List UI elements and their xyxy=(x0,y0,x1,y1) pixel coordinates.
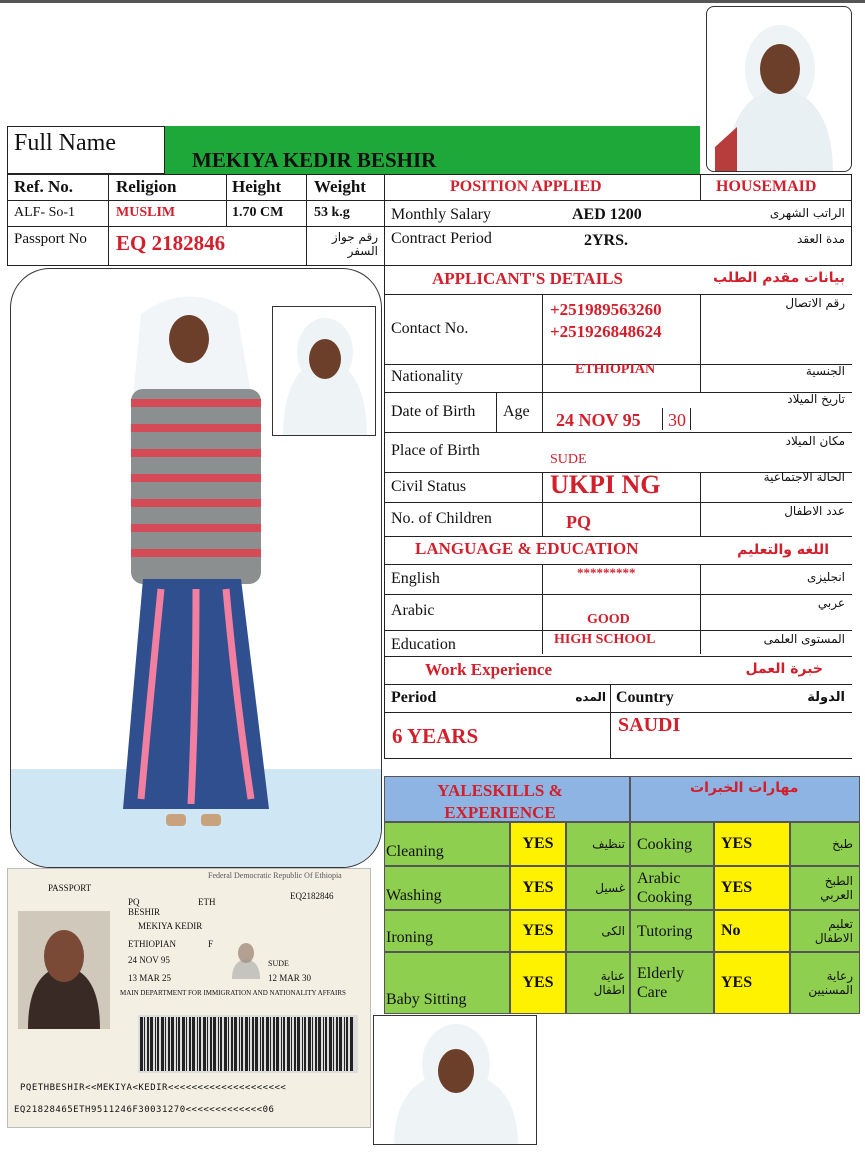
passport-issue: 13 MAR 25 xyxy=(128,973,172,983)
salary-value: AED 1200 xyxy=(572,206,642,223)
english-ar: انجليزى xyxy=(806,570,845,584)
work-title-ar: خبرة العمل xyxy=(745,661,823,677)
period-value: 6 YEARS xyxy=(392,724,479,748)
skill-value-right: YES xyxy=(714,822,790,866)
bottom-photo xyxy=(373,1015,537,1145)
applicant-title-ar: بيانات مقدم الطلب xyxy=(713,270,845,286)
age-value: 30 xyxy=(668,410,686,430)
skill-label-right: Cooking xyxy=(630,822,714,866)
civil-value: UKPI NG xyxy=(550,470,661,499)
applicant-title: APPLICANT'S DETAILS xyxy=(432,269,623,288)
passport-given: MEKIYA KEDIR xyxy=(138,921,203,931)
passport-number: EQ2182846 xyxy=(290,891,334,901)
dob-label: Date of Birth xyxy=(391,403,476,420)
education-value: HIGH SCHOOL xyxy=(554,632,656,647)
education-ar: المستوى العلمى xyxy=(763,632,845,646)
pob-value: SUDE xyxy=(550,452,587,467)
skill-ar-right: تعليم الاطفال xyxy=(790,910,860,952)
children-ar: عدد الاطفال xyxy=(784,504,845,518)
skill-label-right: Elderly Care xyxy=(630,952,714,1014)
religion-value: MUSLIM xyxy=(116,205,176,220)
skills-title: YALESKILLS & EXPERIENCE xyxy=(437,781,563,822)
salary-label: Monthly Salary xyxy=(391,206,491,223)
skill-value-right: YES xyxy=(714,866,790,910)
passport-mrz-1: PQETHBESHIR<<MEKIYA<KEDIR<<<<<<<<<<<<<<<<<<<< xyxy=(20,1083,287,1093)
dob-value: 24 NOV 95 xyxy=(556,410,641,430)
skill-label-right: Arabic Cooking xyxy=(630,866,714,910)
skill-ar-right: طبخ xyxy=(790,822,860,866)
passport-photo xyxy=(18,911,110,1029)
children-value: PQ xyxy=(566,512,591,532)
education-label: Education xyxy=(391,636,456,653)
period-label: Period xyxy=(391,689,437,706)
passport-sex: F xyxy=(208,939,214,949)
language-title: LANGUAGE & EDUCATION xyxy=(415,539,639,558)
small-photo xyxy=(272,306,376,436)
height-value: 1.70 CM xyxy=(232,205,284,220)
passport-scan xyxy=(7,868,371,1128)
height-label: Height xyxy=(232,177,282,196)
bottom-portrait-image xyxy=(374,1016,537,1145)
top-border xyxy=(0,0,865,3)
contact-label: Contact No. xyxy=(391,320,469,337)
weight-label: Weight xyxy=(314,177,366,196)
position-value: HOUSEMAID xyxy=(716,178,817,195)
work-title: Work Experience xyxy=(425,660,553,679)
passport-nationality: ETHIOPIAN xyxy=(128,939,176,949)
skill-value-left: YES xyxy=(510,866,566,910)
phone-2: +251926848624 xyxy=(550,322,662,341)
nationality-label: Nationality xyxy=(391,368,463,385)
civil-ar: الحالة الاجتماعية xyxy=(763,470,845,484)
passport-label: Passport No xyxy=(14,230,87,247)
country-value: SAUDI xyxy=(618,714,681,736)
contract-value: 2YRS. xyxy=(584,232,629,249)
passport-pob: SUDE xyxy=(268,959,289,968)
skill-label-left: Washing xyxy=(384,866,510,910)
ref-label: Ref. No. xyxy=(14,177,74,196)
full-name-label: Full Name xyxy=(14,130,116,156)
phone-1: +251989563260 xyxy=(550,300,662,319)
arabic-ar: عربي xyxy=(817,596,845,610)
passport-ghost-photo xyxy=(230,939,262,979)
small-portrait-image xyxy=(273,307,376,436)
skill-value-left: YES xyxy=(510,952,566,1014)
top-photo xyxy=(706,6,852,172)
nationality-value: ETHIOPIAN xyxy=(575,362,656,377)
skill-value-right: No xyxy=(714,910,790,952)
skills-title-ar: مهارات الخبرات xyxy=(690,780,799,796)
english-value: ********* xyxy=(577,565,636,580)
passport-dob: 24 NOV 95 xyxy=(128,955,170,965)
salary-ar: الراتب الشهرى xyxy=(769,206,845,220)
full-name-value: MEKIYA KEDIR BESHIR xyxy=(192,148,437,172)
age-label: Age xyxy=(503,403,530,420)
children-label: No. of Children xyxy=(391,510,492,527)
passport-type: PQ xyxy=(128,897,140,907)
arabic-label: Arabic xyxy=(391,602,435,619)
passport-header: Federal Democratic Republic Of Ethiopia xyxy=(208,871,342,880)
passport-mrz-2: EQ21828465ETH9511246F30031270<<<<<<<<<<<<<06 xyxy=(14,1105,275,1115)
passport-barcode xyxy=(138,1015,358,1073)
dob-ar: تاريخ الميلاد xyxy=(787,392,845,406)
country-label: Country xyxy=(616,689,674,706)
passport-value: EQ 2182846 xyxy=(116,230,226,255)
nationality-ar: الجنسية xyxy=(805,364,845,378)
civil-label: Civil Status xyxy=(391,478,467,495)
period-ar: المده xyxy=(575,690,606,704)
weight-value: 53 k.g xyxy=(314,205,350,220)
pob-label: Place of Birth xyxy=(391,442,480,459)
passport-ar: رقم جواز السفر xyxy=(331,230,378,258)
passport-country: ETH xyxy=(198,897,216,907)
contact-ar: رقم الاتصال xyxy=(785,296,845,310)
skill-label-right: Tutoring xyxy=(630,910,714,952)
skill-label-left: Ironing xyxy=(384,910,510,952)
skill-value-left: YES xyxy=(510,910,566,952)
pob-ar: مكان الميلاد xyxy=(785,434,845,448)
language-title-ar: اللغه والتعليم xyxy=(737,542,829,558)
english-label: English xyxy=(391,570,440,587)
arabic-value: GOOD xyxy=(587,612,630,627)
religion-label: Religion xyxy=(116,177,177,196)
contract-label: Contract Period xyxy=(391,230,492,247)
skill-ar-left: تنظيف xyxy=(566,822,630,866)
passport-word: PASSPORT xyxy=(48,883,92,893)
skill-value-left: YES xyxy=(510,822,566,866)
skill-ar-left: الكى xyxy=(566,910,630,952)
passport-expiry: 12 MAR 30 xyxy=(268,973,312,983)
contract-ar: مدة العقد xyxy=(797,232,845,246)
portrait-image xyxy=(707,7,852,172)
skill-label-left: Baby Sitting xyxy=(384,952,510,1014)
skill-ar-left: عناية اطفال xyxy=(566,952,630,1014)
skill-label-left: Cleaning xyxy=(384,822,510,866)
passport-authority: MAIN DEPARTMENT FOR IMMIGRATION AND NATIONALITY AFFAIRS xyxy=(120,989,346,997)
position-label: POSITION APPLIED xyxy=(450,178,602,195)
skill-ar-right: الطبخ العربي xyxy=(790,866,860,910)
skill-ar-right: رعاية المسنيين xyxy=(790,952,860,1014)
skill-ar-left: غسيل xyxy=(566,866,630,910)
country-ar: الدولة xyxy=(807,690,845,705)
passport-surname: BESHIR xyxy=(128,907,161,917)
skill-value-right: YES xyxy=(714,952,790,1014)
ref-value: ALF- So-1 xyxy=(14,205,76,220)
